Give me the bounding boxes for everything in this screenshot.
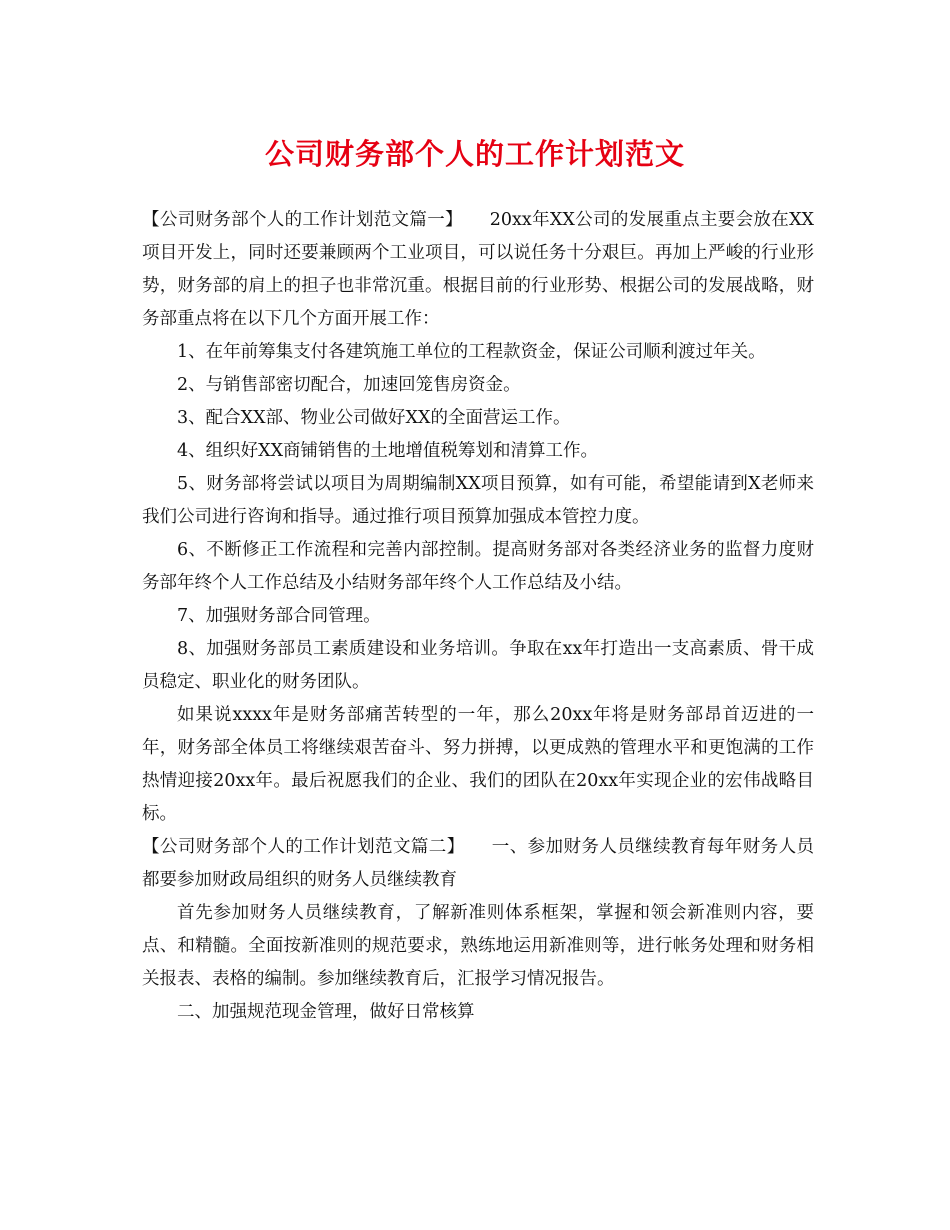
list-item: 2、与销售部密切配合，加速回笼售房资金。 [177,375,521,395]
list-item: 6、不断修正工作流程和完善内部控制。提高财务部对各类经济业务的监督力度财务部年终个人工作总结及小结财务部年终个人工作总结及小结。 [142,540,814,593]
list-item: 1、在年前筹集支付各建筑施工单位的工程款资金，保证公司顺利渡过年关。 [177,342,766,362]
list-item: 3、配合XX部、物业公司做好XX的全面营运工作。 [177,408,571,428]
list-item: 5、财务部将尝试以项目为周期编制XX项目预算，如有可能，希望能请到X老师来我们公司进行咨询和指导。通过推行项目预算加强成本管控力度。 [142,474,814,527]
list-item: 7、加强财务部合同管理。 [177,606,381,626]
paragraph-conclusion: 如果说xxxx年是财务部痛苦转型的一年，那么20xx年将是财务部昂首迈进的一年，财务部全体员工将继续艰苦奋斗、努力拼搏，以更成熟的管理水平和更饱满的工作热情迎接20xx年。最后祝愿我们的企业、我们的团队在20xx年实现企业的宏伟战略目标。 [142,705,814,824]
section-heading: 二、加强规范现金管理，做好日常核算 [177,1002,475,1022]
paragraph: 首先参加财务人员继续教育，了解新准则体系框架，掌握和领会新准则内容，要点、和精髓。全面按新准则的规范要求，熟练地运用新准则等，进行帐务处理和财务相关报表、表格的编制。参加继续教育后，汇报学习情况报告。 [142,903,814,989]
paragraph-intro-1: 【公司财务部个人的工作计划范文篇一】 20xx年XX公司的发展重点主要会放在XX项目开发上，同时还要兼顾两个工业项目，可以说任务十分艰巨。再加上严峻的行业形势，财务部的肩上的担子也非常沉重。根据目前的行业形势、根据公司的发展战略，财务部重点将在以下几个方面开展工作： [142,210,814,329]
list-item: 8、加强财务部员工素质建设和业务培训。争取在xx年打造出一支高素质、骨干成员稳定、职业化的财务团队。 [142,639,814,692]
document-title: 公司财务部个人的工作计划范文 [264,137,685,171]
document-body [142,204,814,1029]
list-item: 4、组织好XX商铺销售的土地增值税筹划和清算工作。 [177,441,599,461]
paragraph-intro-2: 【公司财务部个人的工作计划范文篇二】 一、参加财务人员继续教育每年财务人员都要参加财政局组织的财务人员继续教育 [142,837,814,890]
